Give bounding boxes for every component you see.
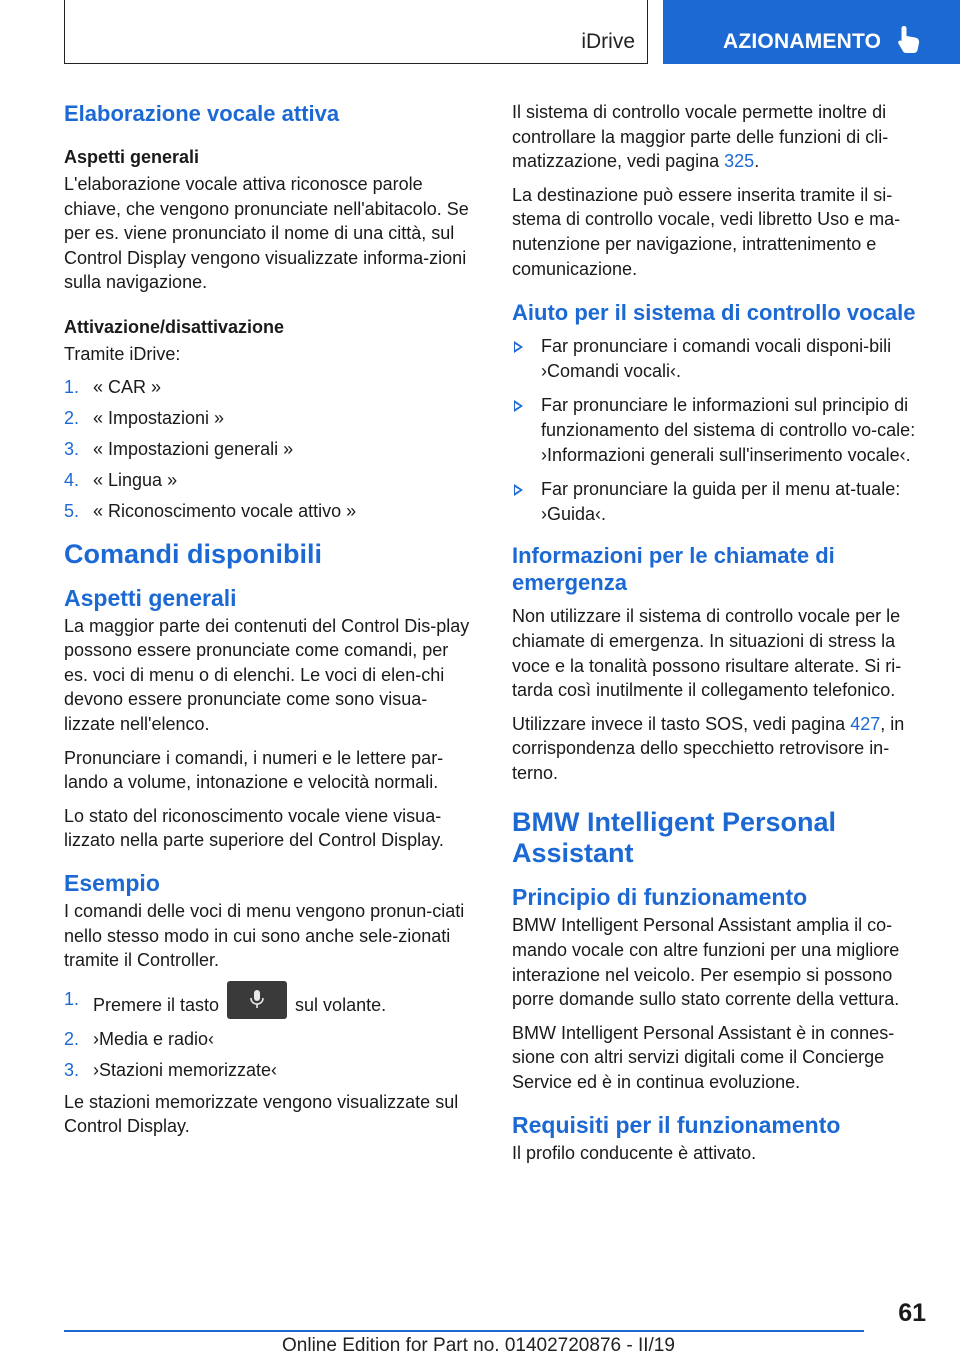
- heading-aspetti-generali-2: Aspetti generali: [64, 584, 237, 611]
- paragraph-esempio: I comandi delle voci di menu vengono pronun-ciati nello stesso modo in cui sono anche sele-zionati tramite il Controller.: [64, 900, 465, 971]
- paragraph-elaborazione: L'elaborazione vocale attiva riconosce parole chiave, che vengono pronunciate nell'abitacolo. Se per es. viene pronunciato il nome di una città, sul Control Display vengono visualizzate informa-zioni sulla navigazione.: [64, 174, 469, 293]
- chapter-tab: [663, 0, 960, 64]
- left-column: [64, 100, 476, 1148]
- list-item: Far pronunciare le informazioni sul principio di funzionamento del sistema di controllo vo-cale: ›Informazioni generali sull'inserimento vocale‹.: [512, 393, 928, 467]
- heading-emergenza: Informazioni per le chiamate di emergenza: [512, 543, 835, 596]
- page-link-427[interactable]: 427: [850, 713, 881, 734]
- header-box: [64, 0, 648, 64]
- paragraph-emergenza-1: Non utilizzare il sistema di controllo vocale per le chiamate di emergenza. In situazioni di stress la voce e la tonalità possono risultare alterate. Si ri-tarda così inutilmente il collegamento telefonico.: [512, 606, 902, 701]
- heading-principio: Principio di funzionamento: [512, 884, 808, 911]
- list-item: 3. « Impostazioni generali »: [64, 438, 294, 459]
- heading-elaborazione: Elaborazione vocale attiva: [64, 101, 340, 126]
- steps-list-2: [64, 987, 476, 1082]
- paragraph-comandi-1: La maggior parte dei contenuti del Control Dis-play possono essere pronunciate come comandi, per es. voci di menu o di elenchi. Le voci di elen-chi devono essere pronunciate come sono visua-lizzate nell'elenco.: [64, 615, 470, 734]
- list-item: 3. ›Stazioni memorizzate‹: [64, 1059, 278, 1080]
- paragraph-intro-2: La destinazione può essere inserita tramite il si-stema di controllo vocale, vedi libretto Uso e ma-nutenzione per navigazione, intrattenimento e comunicazione.: [512, 184, 901, 279]
- bullet-triangle-icon: [514, 400, 523, 412]
- paragraph-bmw-2: BMW Intelligent Personal Assistant è in connes-sione con altri servizi digitali come il Concierge Service ed è in continua evoluzione.: [512, 1022, 895, 1093]
- right-column: [512, 100, 928, 1174]
- list-item: 2. « Impostazioni »: [64, 407, 225, 428]
- voice-button: [227, 981, 287, 1019]
- heading-comandi-disponibili: Comandi disponibili: [64, 538, 322, 569]
- bullet-triangle-icon: [514, 341, 523, 353]
- chapter-label: AZIONAMENTO: [723, 30, 882, 53]
- steps-list-1: [64, 375, 476, 523]
- heading-requisiti: Requisiti per il funzionamento: [512, 1111, 841, 1138]
- list-item: 1. Premere il tasto sul volante.: [64, 987, 476, 1025]
- paragraph-bmw-1: BMW Intelligent Personal Assistant amplia il co-mando vocale con altre funzioni per una migliore interazione nel veicolo. Per esempio si possono porre domande sullo stato corrente della vettura.: [512, 915, 900, 1010]
- footer-divider: [64, 1330, 864, 1332]
- heading-esempio: Esempio: [64, 869, 160, 896]
- page-number: 61: [898, 1299, 926, 1327]
- list-item: 2. ›Media e radio‹: [64, 1028, 215, 1049]
- heading-bmw-assistant: BMW Intelligent Personal Assistant: [512, 807, 837, 869]
- heading-attivazione: Attivazione/disattivazione: [64, 316, 285, 337]
- hand-pointer-icon: [895, 24, 923, 54]
- paragraph-intro-1: Il sistema di controllo vocale permette inoltre di controllare la maggior parte delle funzioni di cli-matizzazione, vedi pagina 325.: [512, 102, 889, 172]
- list-item: 4. « Lingua »: [64, 469, 178, 490]
- paragraph-comandi-2: Pronunciare i comandi, i numeri e le lettere par-lando a volume, intonazione e velocità normali.: [64, 747, 444, 793]
- paragraph-comandi-3: Lo stato del riconoscimento vocale viene visua-lizzato nella parte superiore del Control Display.: [64, 805, 444, 851]
- paragraph-requisiti: Il profilo conducente è attivato.: [512, 1142, 757, 1163]
- paragraph-emergenza-2: Utilizzare invece il tasto SOS, vedi pagina 427, in corrispondenza dello specchietto retrovisore in-terno.: [512, 713, 905, 783]
- heading-aspetti-generali-1: Aspetti generali: [64, 147, 200, 167]
- footer-edition: Online Edition for Part no. 01402720876 - II/19: [282, 1335, 675, 1356]
- bullet-triangle-icon: [514, 484, 523, 496]
- section-label: iDrive: [581, 30, 635, 53]
- list-item: Far pronunciare i comandi vocali disponi-bili ›Comandi vocali‹.: [512, 334, 928, 383]
- list-item: Far pronunciare la guida per il menu at-tuale: ›Guida‹.: [512, 477, 928, 526]
- page-link-325[interactable]: 325: [724, 151, 755, 172]
- paragraph-stazioni: Le stazioni memorizzate vengono visualizzate sul Control Display.: [64, 1091, 459, 1137]
- heading-aiuto: Aiuto per il sistema di controllo vocale: [512, 300, 916, 326]
- help-bullet-list: [512, 334, 928, 526]
- microphone-icon: [250, 990, 264, 1010]
- list-item: 1. « CAR »: [64, 376, 162, 397]
- paragraph-tramite: Tramite iDrive:: [64, 343, 181, 364]
- list-item: 5. « Riconoscimento vocale attivo »: [64, 500, 357, 521]
